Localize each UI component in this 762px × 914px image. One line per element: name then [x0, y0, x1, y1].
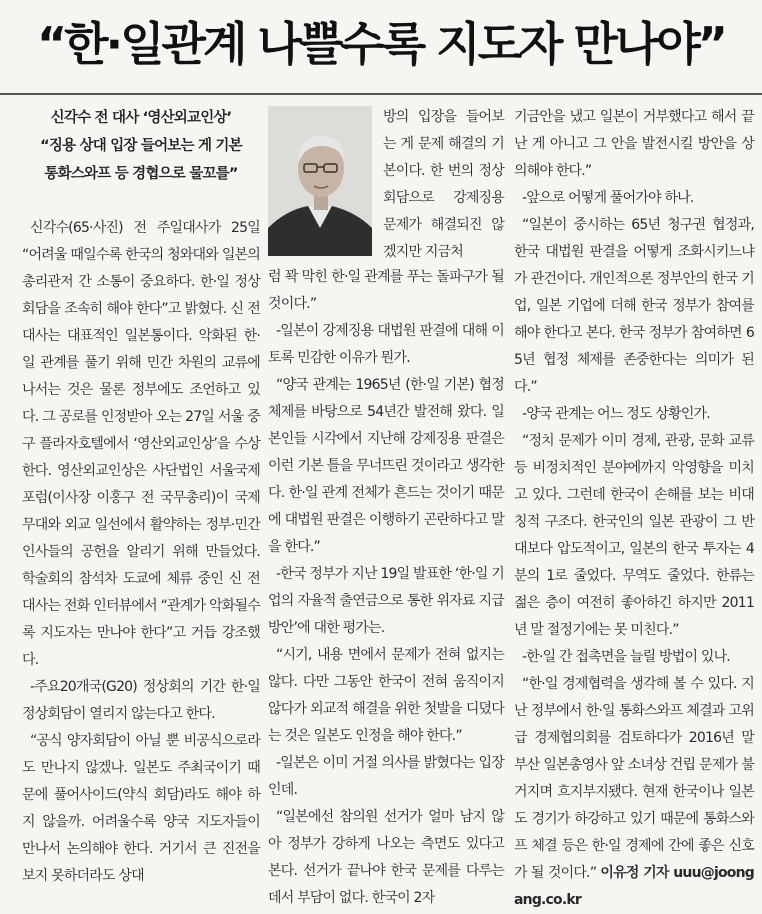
answer: “정치 문제가 이미 경제, 관광, 문화 교류 등 비정치적인 분야에까지 악영향을 미치고 있다. 그런데 한국이 손해를 보는 비대칭적 구조다. 한국인의 일본 관광이 그 반대보다 압도적이고, 일본의 한국 투자는 4분의 1로 줄었다. 무역도 줄었다. 한류는 젊은 층이 여전히 좋아하긴 하지만 2011년 말 절정기에는 못 미친다.” [514, 433, 754, 638]
question: -양국 관계는 어느 정도 상황인가. [522, 406, 710, 422]
headline-rule [0, 93, 762, 95]
answer: “시기, 내용 면에서 문제가 전혀 없지는 않다. 다만 그동안 한국이 전혀 움직이지 않다가 외교적 해결을 위한 첫발을 디뎠다는 것은 일본도 인정을 해야 한다.” [268, 647, 504, 744]
subhead-line: 신각수 전 대사 ‘영산외교인상’ [50, 110, 232, 126]
article-column-3 [514, 104, 754, 914]
subhead-line: “징용 상대 입장 들어보는 게 기본 [40, 138, 242, 154]
question: -한·일 간 접촉면을 늘릴 방법이 있나. [522, 649, 730, 665]
answer: “공식 양자회담이 아닐 뿐 비공식으로라도 만나지 않겠나. 일본도 주최국이기 때문에 풀어사이드(약식 회담)라도 해야 하지 않을까. 어려울수록 양국 지도자들이 만나서 논의해야 한다. 거기서 큰 진전을 보지 못하더라도 상대 [22, 733, 260, 884]
answer: “일본에선 참의원 선거가 얼마 남지 않아 정부가 강하게 나오는 측면도 있다고 본다. 선거가 끝나야 한국 문제를 다루는 데서 부담이 없다. 한국이 2자 [268, 809, 504, 906]
headline: “한·일관계 나쁠수록 지도자 만나야” [36, 17, 726, 71]
question: -앞으로 어떻게 풀어가야 하나. [522, 190, 694, 206]
byline: 이유정 기자 uuu@joongang.co.kr [514, 865, 754, 908]
question: -일본이 강제징용 대법원 판결에 대해 이토록 민감한 이유가 뭔가. [268, 323, 504, 366]
subheadline [22, 104, 260, 188]
article-column-2-top [383, 104, 504, 266]
question: -주요20개국(G20) 정상회의 기간 한·일 정상회담이 열리지 않는다고 한다. [22, 679, 260, 722]
answer-continued: 방의 입장을 들어보는 게 문제 해결의 기본이다. 한 번의 정상회담으로 강제징용 문제가 해결되진 않겠지만 지금처 [383, 109, 504, 260]
article-column-1 [22, 215, 260, 890]
portrait-photo [268, 106, 372, 256]
person-portrait-icon [268, 106, 372, 256]
question: -한국 정부가 지난 19일 발표한 ‘한·일 기업의 자율적 출연금으로 통한 위자료 지급 방안’에 대한 평가는. [268, 566, 504, 636]
article-column-2 [268, 264, 504, 912]
answer-continued: 기금안을 냈고 일본이 거부했다고 해서 끝난 게 아니고 그 안을 발전시킬 방안을 상의해야 한다.” [514, 109, 754, 179]
answer-continued: 럼 꽉 막힌 한·일 관계를 푸는 돌파구가 될 것이다.” [268, 269, 504, 312]
answer-text: “한·일 경제협력을 생각해 볼 수 있다. 지난 정부에서 한·일 통화스와프 체결과 고위급 경제협의회를 검토하다가 2016년 말 부산 일본총영사 앞 소녀상 건립 문제가 불거지며 흐지부지됐다. 현재 한국이나 일본도 경기가 하강하고 있기 때문에 통화스와프 체결 등은 한·일 경제에 간에 좋은 신호가 될 것이다.” [514, 676, 754, 881]
question: -일본은 이미 거절 의사를 밝혔다는 입장인데. [268, 755, 504, 798]
answer: “일본이 중시하는 65년 청구권 협정과, 한국 대법원 판결을 어떻게 조화시키느냐가 관건이다. 개인적으론 정부안의 한국 기업, 일본 기업에 더해 한국 정부가 참여를 해야 한다고 본다. 한국 정부가 참여하면 65년 협정 체제를 존중한다는 의미가 된다.” [514, 217, 754, 395]
answer [514, 671, 754, 914]
subhead-line: 통화스와프 등 경협으로 물꼬를” [44, 166, 238, 182]
answer: “양국 관계는 1965년 (한·일 기본) 협정 체제를 바탕으로 54년간 발전해 왔다. 일본인들 시각에서 지난해 강제징용 판결은 이런 기본 틀을 무너뜨린 것이라고 생각한다. 한·일 관계 전체가 흔드는 것이기 때문에 대법원 판결은 이행하기 곤란하다고 말을 한다.” [268, 377, 504, 555]
paragraph: 신각수(65·사진) 전 주일대사가 25일 “어려울 때일수록 한국의 청와대와 일본의 총리관저 간 소통이 중요하다. 한·일 정상회담을 조속히 해야 한다”고 밝혔다. 신 전 대사는 대표적인 일본통이다. 악화된 한·일 관계를 풀기 위해 민간 차원의 교류에 나서는 것은 물론 정부에도 조언하고 있다. 그 공로를 인정받아 오는 27일 서울 중구 플라자호텔에서 ‘영산외교인상’을 수상한다. 영산외교인상은 사단법인 서울국제포럼(이사장 이홍구 전 국무총리)이 국제무대와 외교 일선에서 활약하는 정부·민간 인사들의 공헌을 알리기 위해 만들었다. 학술회의 참석차 도쿄에 체류 중인 신 전 대사는 전화 인터뷰에서 “관계가 악화될수록 지도자는 만나야 한다”고 거듭 강조했다. [22, 220, 260, 668]
